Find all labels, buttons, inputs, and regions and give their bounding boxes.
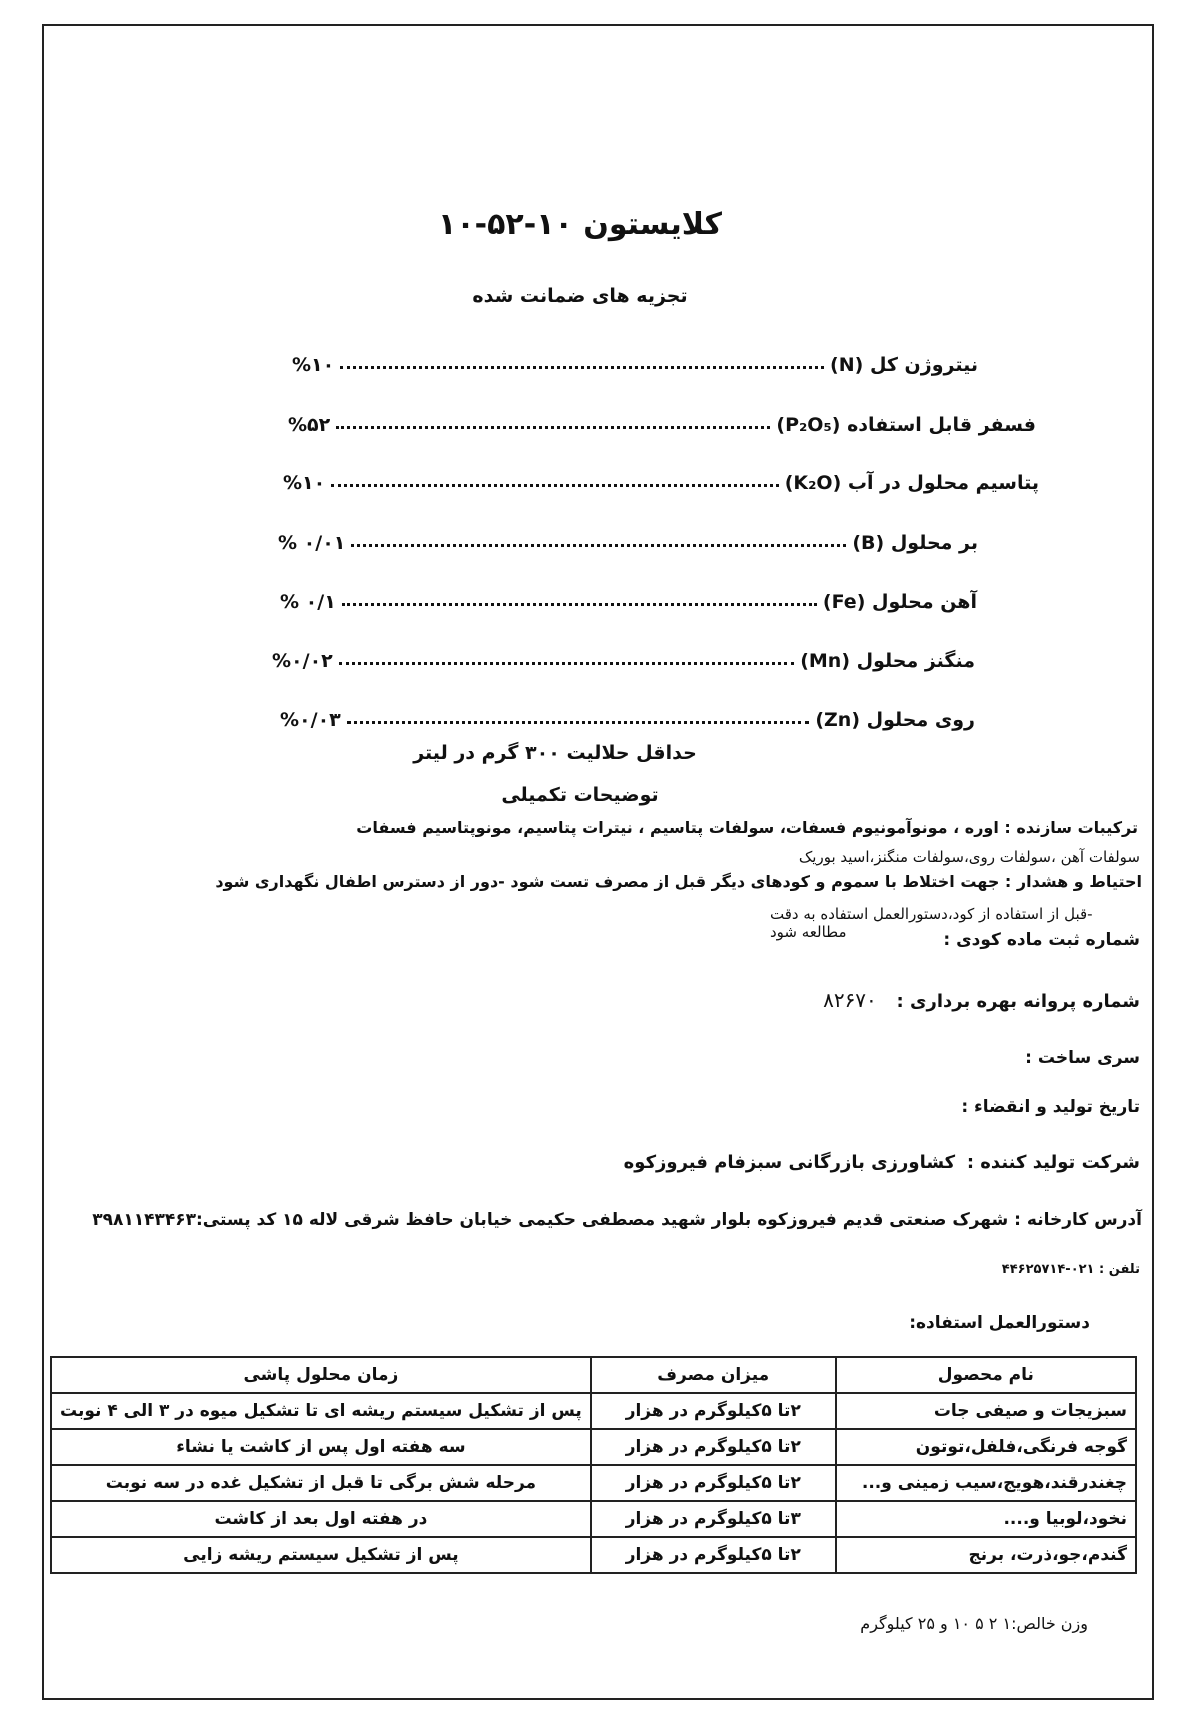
dosage-cell: ۲تا ۵کیلوگرم در هزار — [591, 1429, 836, 1465]
usage-heading: دستورالعمل استفاده: — [909, 1313, 1090, 1333]
batch-label: سری ساخت : — [1025, 1048, 1140, 1068]
analysis-label: فسفر قابل استفاده (P₂O₅) — [776, 414, 1036, 436]
registration-label: شماره ثبت ماده کودی : — [943, 930, 1140, 950]
product-cell: نخود،لوبیا و.... — [836, 1501, 1136, 1537]
dosage-cell: ۲تا ۵کیلوگرم در هزار — [591, 1393, 836, 1429]
dotted-leader — [339, 662, 794, 665]
address-value: شهرک صنعتی قدیم فیروزکوه بلوار شهید مصطفی حکیمی خیابان حافظ شرقی لاله ۱۵ کد پستی:۳۹۸۱۱۴۳۴۶۳ — [92, 1210, 1009, 1230]
dosage-cell: ۳تا ۵کیلوگرم در هزار — [591, 1501, 836, 1537]
table-row — [51, 1429, 1136, 1465]
analysis-row — [292, 340, 978, 376]
timing-cell: مرحله شش برگی تا قبل از تشکیل غده در سه نوبت — [51, 1465, 591, 1501]
producer-line — [240, 1152, 1140, 1173]
date-label: تاریخ تولید و انقضاء : — [961, 1097, 1140, 1117]
analysis-value: % ۰/۱ — [280, 591, 336, 613]
phone-line: تلفن : ۰۲۱-۴۴۶۲۵۷۱۴ — [1001, 1262, 1140, 1277]
analysis-value: %۰/۰۲ — [272, 650, 333, 672]
guaranteed-analysis-heading: تجزیه های ضمانت شده — [472, 285, 688, 307]
timing-cell: در هفته اول بعد از کاشت — [51, 1501, 591, 1537]
analysis-row — [278, 518, 978, 554]
dosage-cell: ۲تا ۵کیلوگرم در هزار — [591, 1465, 836, 1501]
analysis-label: آهن محلول (Fe) — [822, 591, 977, 613]
composition-line: ترکیبات سازنده : اوره ، مونوآمونیوم فسفات، سولفات پتاسیم ، نیترات پتاسیم، مونوپتاسیم فسفات — [356, 818, 1138, 837]
timing-cell: سه هفته اول پس از کاشت یا نشاء — [51, 1429, 591, 1465]
column-header: زمان محلول پاشی — [51, 1357, 591, 1393]
analysis-row — [288, 400, 1036, 436]
address-label: آدرس کارخانه : — [1014, 1210, 1142, 1230]
dotted-leader — [351, 544, 846, 547]
analysis-row — [280, 577, 977, 613]
timing-cell: پس از تشکیل سیستم ریشه ای تا تشکیل میوه در ۳ الی ۴ نوبت — [51, 1393, 591, 1429]
producer-label: شرکت تولید کننده : — [966, 1152, 1140, 1173]
dotted-leader — [347, 721, 810, 724]
analysis-row — [272, 636, 975, 672]
table-row — [51, 1501, 1136, 1537]
analysis-value: %۱۰ — [292, 354, 335, 376]
dotted-leader — [342, 603, 817, 606]
address-line — [62, 1210, 1142, 1230]
product-cell: گندم،جو،ذرت، برنج — [836, 1537, 1136, 1573]
caution-line: احتیاط و هشدار : جهت اختلاط با سموم و کودهای دیگر قبل از مصرف تست شود -دور از دسترس اطفال نگهداری شود — [215, 872, 1142, 891]
product-cell: سبزیجات و صیفی جات — [836, 1393, 1136, 1429]
net-weight: وزن خالص:۱ ۲ ۵ ۱۰ و ۲۵ کیلوگرم — [860, 1614, 1088, 1633]
analysis-label: نیتروژن کل (N) — [830, 354, 978, 376]
license-number: ۸۲۶۷۰ — [823, 988, 877, 1012]
analysis-value: %۰/۰۳ — [280, 709, 341, 731]
product-title: کلایستون ۱۰-۵۲-۱۰ — [438, 207, 722, 242]
producer-name: کشاورزی بازرگانی سبزفام فیروزکوه — [623, 1152, 956, 1173]
analysis-row — [283, 458, 1039, 494]
table-row — [51, 1393, 1136, 1429]
usage-table — [50, 1356, 1137, 1574]
column-header: میزان مصرف — [591, 1357, 836, 1393]
analysis-value: % ۰/۰۱ — [278, 532, 346, 554]
analysis-label: منگنز محلول (Mn) — [800, 650, 975, 672]
column-header: نام محصول — [836, 1357, 1136, 1393]
dotted-leader — [331, 484, 778, 487]
dotted-leader — [340, 366, 824, 369]
caution-line: -قبل از استفاده از کود،دستورالعمل استفاده به دقت مطالعه شود — [770, 905, 1093, 941]
analysis-label: پتاسیم محلول در آب (K₂O) — [784, 472, 1039, 494]
product-cell: چغندرقند،هویج،سیب زمینی و... — [836, 1465, 1136, 1501]
solubility-note: حداقل حلالیت ۳۰۰ گرم در لیتر — [413, 742, 697, 764]
table-row — [51, 1465, 1136, 1501]
analysis-value: %۱۰ — [283, 472, 326, 494]
analysis-label: بر محلول (B) — [852, 532, 978, 554]
license-label: شماره پروانه بهره برداری : — [896, 991, 1140, 1012]
composition-line: سولفات آهن ،سولفات روی،سولفات منگنز،اسید بوریک — [798, 848, 1140, 866]
analysis-label: روی محلول (Zn) — [815, 709, 975, 731]
product-cell: گوجه فرنگی،فلفل،توتون — [836, 1429, 1136, 1465]
dotted-leader — [336, 426, 770, 429]
table-row — [51, 1537, 1136, 1573]
license-line — [240, 988, 1140, 1012]
timing-cell: پس از تشکیل سیستم ریشه زایی — [51, 1537, 591, 1573]
table-header-row — [51, 1357, 1136, 1393]
extra-info-heading: توضیحات تکمیلی — [501, 784, 659, 806]
analysis-row — [280, 695, 975, 731]
analysis-value: %۵۲ — [288, 414, 331, 436]
dosage-cell: ۲تا ۵کیلوگرم در هزار — [591, 1537, 836, 1573]
